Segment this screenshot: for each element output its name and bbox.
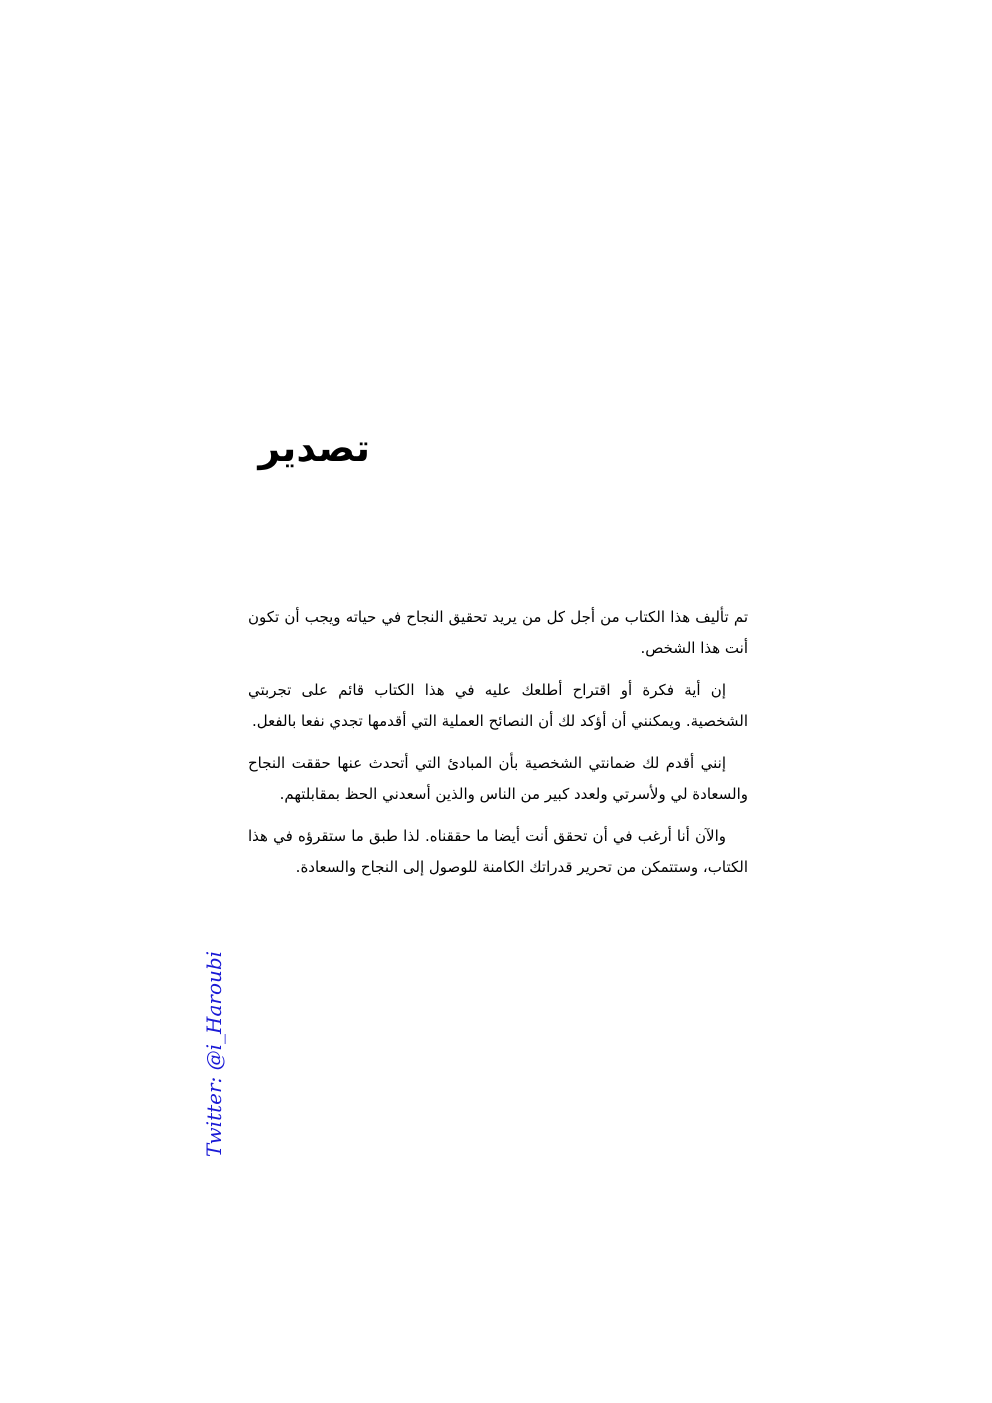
- paragraph-1: تم تأليف هذا الكتاب من أجل كل من يريد تحقيق النجاح في حياته ويجب أن تكون أنت هذا الشخص.: [248, 608, 748, 657]
- preface-body: [248, 602, 748, 894]
- paragraph-2: إن أية فكرة أو اقتراح أطلعك عليه في هذا الكتاب قائم على تجربتي الشخصية. ويمكنني أن أؤكد لك أن النصائح العملية التي أقدمها تجدي نفعا بالفعل.: [248, 681, 748, 730]
- twitter-watermark: Twitter: @i_Haroubi: [202, 950, 226, 1158]
- paragraph-4: والآن أنا أرغب في أن تحقق أنت أيضا ما حققناه. لذا طبق ما ستقرؤه في هذا الكتاب، وستتمكن من تحرير قدراتك الكامنة للوصول إلى النجاح والسعادة.: [248, 827, 748, 876]
- paragraph-3: إنني أقدم لك ضمانتي الشخصية بأن المبادئ التي أتحدث عنها حققت النجاح والسعادة لي ولأسرتي ولعدد كبير من الناس والذين أسعدني الحظ بمقابلتهم.: [248, 754, 748, 803]
- section-title: تصدير: [258, 426, 370, 470]
